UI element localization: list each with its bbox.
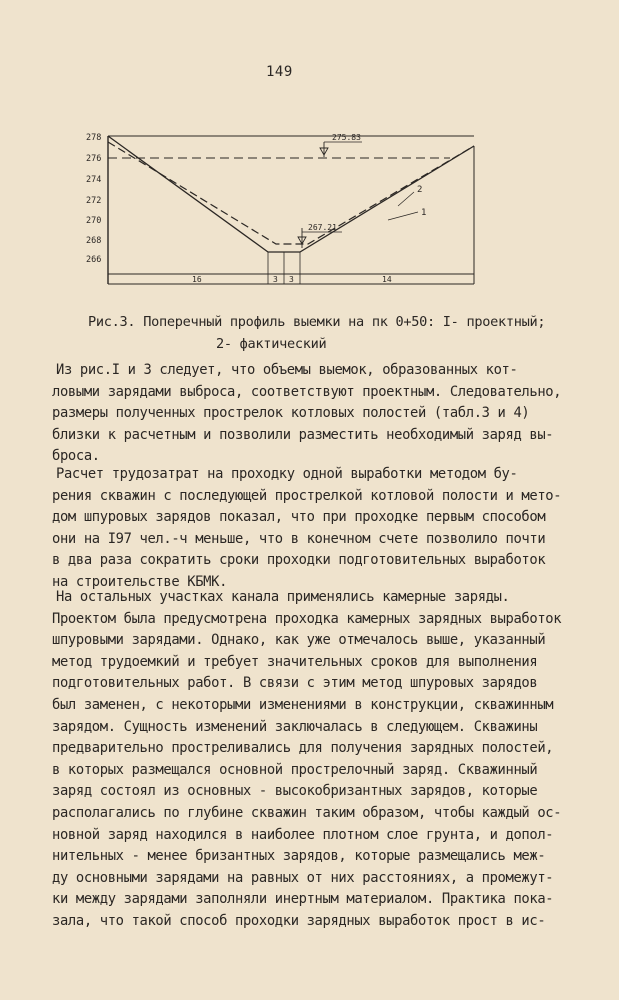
text-line: Из рис.I и 3 следует, что объемы выемок, образованных кот- xyxy=(56,362,518,378)
text-line: На остальных участках канала применялись камерные заряды. xyxy=(56,589,510,605)
caption-line-2: 2- фактический xyxy=(216,336,327,352)
curve-2-leader xyxy=(398,192,414,206)
segment-label: 3 xyxy=(289,275,294,284)
text-line: броса. xyxy=(52,448,100,465)
text-line: ду основными зарядами на равных от них расстояниях, а промежут- xyxy=(52,869,554,886)
y-tick-label: 274 xyxy=(86,175,102,185)
y-tick-label: 266 xyxy=(86,255,102,265)
text-line: в два раза сократить сроки проходки подготовительных выработок xyxy=(52,552,546,569)
text-line: шпуровыми зарядами. Однако, как уже отмечалось выше, указанный xyxy=(52,632,546,649)
y-tick-labels xyxy=(86,133,101,265)
page-number: 149 xyxy=(266,64,293,80)
text-line: нительных - менее бризантных зарядов, которые размещались меж- xyxy=(52,848,546,865)
y-tick-label: 276 xyxy=(86,154,102,164)
text-line: подготовительных работ. В связи с этим метод шпуровых зарядов xyxy=(52,675,538,692)
text-line: размеры полученных прострелок котловых полостей (табл.3 и 4) xyxy=(52,405,530,422)
segment-label: 16 xyxy=(192,275,202,284)
text-line: на строительстве КБМК. xyxy=(52,573,228,590)
paragraph-1 xyxy=(52,360,562,468)
text-line: Проектом была предусмотрена проходка камерных зарядных выработок xyxy=(52,610,562,627)
text-line: заряд состоял из основных - высокобризантных зарядов, которые xyxy=(52,783,538,800)
cross-section-figure xyxy=(80,124,490,300)
figure-caption xyxy=(88,311,558,355)
text-line: рения скважин с последующей прострелкой котловой полости и мето- xyxy=(52,487,562,504)
y-tick-label: 278 xyxy=(86,133,102,143)
paragraph-3 xyxy=(52,587,562,933)
curve-1-leader xyxy=(388,212,418,220)
text-line: был заменен, с некоторыми изменениями в конструкции, скважинным xyxy=(52,696,554,713)
paragraph-2 xyxy=(52,464,562,594)
curve-label-1: 1 xyxy=(421,208,427,218)
text-line: новной заряд находился в наиболее плотном слое грунта, и допол- xyxy=(52,826,554,843)
elevation-label-top: 275.83 xyxy=(332,133,361,142)
text-line: располагались по глубине скважин таким образом, чтобы каждый ос- xyxy=(52,804,562,821)
text-line: метод трудоемкий и требует значительных сроков для выполнения xyxy=(52,653,538,670)
cross-section-diagram xyxy=(80,124,490,300)
text-line: Расчет трудозатрат на проходку одной выработки методом бу- xyxy=(56,466,518,482)
caption-line-1: Рис.3. Поперечный профиль выемки на пк 0+50: I- проектный; xyxy=(88,314,546,330)
text-line: ловыми зарядами выброса, соответствуют проектным. Следовательно, xyxy=(52,383,562,400)
text-line: зала, что такой способ проходки зарядных выработок прост в ис- xyxy=(52,912,546,929)
text-line: в которых размещался основной прострелочный заряд. Скважинный xyxy=(52,761,538,778)
segment-label: 3 xyxy=(273,275,278,284)
text-line: дом шпуровых зарядов показал, что при проходке первым способом xyxy=(52,509,546,526)
y-tick-label: 268 xyxy=(86,236,102,246)
segment-label: 14 xyxy=(382,275,392,284)
text-line: предварительно прострeливались для получения зарядных полостей, xyxy=(52,740,554,757)
text-line: ки между зарядами заполняли инертным материалом. Практика пока- xyxy=(52,891,554,908)
curve-label-2: 2 xyxy=(417,185,423,195)
y-tick-label: 270 xyxy=(86,216,102,226)
text-line: близки к расчетным и позволили разместить необходимый заряд вы- xyxy=(52,426,554,443)
y-tick-label: 272 xyxy=(86,196,102,206)
text-line: они на I97 чел.-ч меньше, что в конечном счете позволило почти xyxy=(52,530,546,547)
text-line: зарядом. Сущность изменений заключалась в следующем. Скважины xyxy=(52,718,538,735)
elevation-label-bottom: 267.21 xyxy=(308,223,337,232)
